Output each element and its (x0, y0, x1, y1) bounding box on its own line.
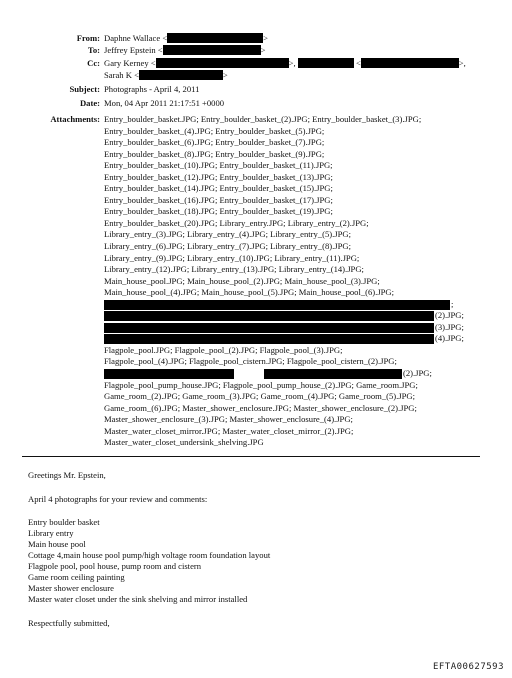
attachment-line: Entry_boulder_basket_(8).JPG; Entry_boulder_basket_(9).JPG; (104, 148, 325, 159)
attachment-line-redacted (104, 310, 494, 322)
closing-line: Respectfully submitted, (28, 618, 110, 628)
attachment-line: Library_entry_(6).JPG; Library_entry_(7).JPG; Library_entry_(8).JPG; (104, 241, 352, 252)
redaction-bar (104, 311, 434, 321)
attachment-line-redacted (104, 322, 494, 334)
attachment-line: Entry_boulder_basket_(16).JPG; Entry_boulder_basket_(17).JPG; (104, 194, 333, 205)
list-item: Library entry (28, 528, 74, 538)
attachment-line: Flagpole_pool.JPG; Flagpole_pool_(2).JPG; Flagpole_pool_(3).JPG; (104, 344, 343, 355)
date-label: Date: (79, 98, 100, 108)
attachment-line: Entry_boulder_basket_(14).JPG; Entry_boulder_basket_(15).JPG; (104, 183, 333, 194)
attachment-line: Main_house_pool.JPG; Main_house_pool_(2).JPG; Main_house_pool_(3).JPG; (104, 275, 380, 286)
attachment-line: Entry_boulder_basket_(12).JPG; Entry_boulder_basket_(13).JPG; (104, 171, 333, 182)
list-item: Entry boulder basket (28, 517, 100, 527)
attachment-line: Library_entry_(9).JPG; Library_entry_(10).JPG; Library_entry_(11).JPG; (104, 252, 360, 263)
intro-line: April 4 photographs for your review and comments: (28, 494, 208, 504)
attachment-line: Flagpole_pool_(4).JPG; Flagpole_pool_cistern.JPG; Flagpole_pool_cistern_(2).JPG; (104, 356, 397, 367)
redaction-bar (156, 58, 289, 68)
attachment-line: Game_room_(2).JPG; Game_room_(3).JPG; Game_room_(4).JPG; Game_room_(5).JPG; (104, 391, 416, 402)
header-divider (22, 456, 480, 457)
cc-close-2: > (222, 70, 228, 80)
cc-name: Gary Kerney < (104, 58, 156, 68)
attachment-line: Entry_boulder_basket_(4).JPG; Entry_boulder_basket_(5).JPG; (104, 125, 325, 136)
greeting: Greetings Mr. Epstein, (28, 470, 106, 480)
attachment-line: Game_room_(6).JPG; Master_shower_enclosure.JPG; Master_shower_enclosure_(2).JPG; (104, 402, 417, 413)
from-name: Daphne Wallace < (104, 33, 168, 43)
cc-label: Cc: (87, 58, 100, 68)
redaction-bar (104, 334, 434, 344)
attachment-tail: (4).JPG; (435, 333, 464, 344)
subject-value: Photographs - April 4, 2011 (104, 84, 200, 94)
redaction-bar (264, 369, 402, 379)
redaction-bar (167, 33, 263, 43)
redaction-bar (298, 58, 354, 68)
list-item: Game room ceiling painting (28, 572, 125, 582)
from-label: From: (76, 33, 100, 43)
attachments-label: Attachments: (50, 114, 100, 124)
attachment-tail: (3).JPG; (435, 321, 464, 332)
cc-value-2 (104, 70, 228, 81)
cc-sep2: < (355, 58, 361, 68)
to-name: Jeffrey Epstein < (104, 45, 163, 55)
list-item: Flagpole pool, pool house, pump room and cistern (28, 561, 202, 571)
attachment-line: Entry_boulder_basket_(20).JPG; Library_entry.JPG; Library_entry_(2).JPG; (104, 217, 369, 228)
attachments-list (104, 114, 494, 449)
attachment-tail: (2).JPG; (403, 368, 432, 379)
attachment-line: Main_house_pool_(4).JPG; Main_house_pool_(5).JPG; Main_house_pool_(6).JPG; (104, 287, 395, 298)
redaction-bar (104, 323, 434, 333)
cc-name-2: Sarah K < (104, 70, 139, 80)
redaction-bar (361, 58, 459, 68)
subject-label: Subject: (69, 84, 100, 94)
cc-sep3: >, (458, 58, 466, 68)
cc-sep1: >, (288, 58, 296, 68)
attachment-line: Entry_boulder_basket_(6).JPG; Entry_boulder_basket_(7).JPG; (104, 137, 325, 148)
attachment-line: Library_entry_(12).JPG; Library_entry_(13).JPG; Library_entry_(14).JPG; (104, 264, 364, 275)
body-list (28, 517, 270, 605)
attachment-line: Entry_boulder_basket_(10).JPG; Entry_boulder_basket_(11).JPG; (104, 160, 333, 171)
attachment-line: Master_water_closet_undersink_shelving.JPG (104, 437, 264, 448)
attachment-line: Entry_boulder_basket_(18).JPG; Entry_boulder_basket_(19).JPG; (104, 206, 333, 217)
redaction-bar (163, 45, 261, 55)
attachment-line: Master_shower_enclosure_(3).JPG; Master_shower_enclosure_(4).JPG; (104, 414, 353, 425)
cc-value (104, 58, 466, 69)
bates-number: EFTA00627593 (432, 662, 504, 672)
date-value: Mon, 04 Apr 2011 21:17:51 +0000 (104, 98, 225, 108)
list-item: Master shower enclosure (28, 583, 114, 593)
to-close: > (260, 45, 266, 55)
list-item: Main house pool (28, 539, 86, 549)
list-item: Cottage 4,main house pool pump/high voltage room foundation layout (28, 550, 271, 560)
attachment-line: Master_water_closet_mirror.JPG; Master_water_closet_mirror_(2).JPG; (104, 425, 354, 436)
attachment-line: Library_entry_(3).JPG; Library_entry_(4).JPG; Library_entry_(5).JPG; (104, 229, 352, 240)
attachment-line-redacted (104, 368, 494, 380)
to-value (104, 45, 265, 56)
from-value (104, 33, 268, 44)
attachment-line-redacted (104, 333, 494, 345)
from-close: > (263, 33, 269, 43)
list-item: Master water closet under the sink shelving and mirror installed (28, 594, 248, 604)
to-label: To: (87, 45, 100, 55)
attachment-tail: (2).JPG; (435, 310, 464, 321)
attachment-line: Entry_boulder_basket.JPG; Entry_boulder_basket_(2).JPG; Entry_boulder_basket_(3).JPG; (104, 114, 422, 124)
attachment-line: Flagpole_pool_pump_house.JPG; Flagpole_pool_pump_house_(2).JPG; Game_room.JPG; (104, 379, 418, 390)
redaction-bar (104, 369, 234, 379)
redaction-bar (104, 300, 450, 310)
attachment-tail: ; (451, 298, 454, 309)
attachment-line-redacted (104, 299, 494, 311)
redaction-bar (139, 70, 223, 80)
